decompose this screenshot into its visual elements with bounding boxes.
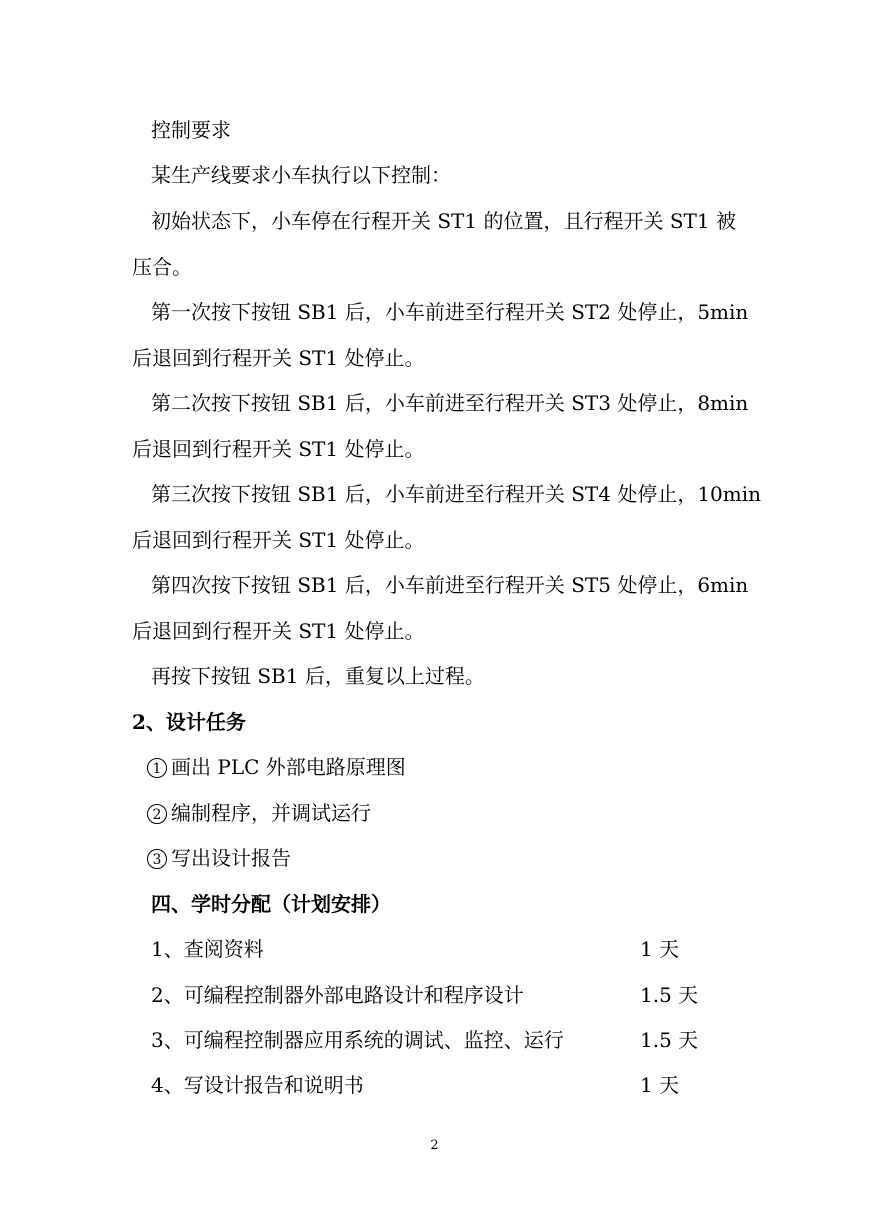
third-press-line-2: 后退回到行程开关 ST1 处停止。 xyxy=(132,528,425,552)
circled-number-marker: 2 xyxy=(147,804,167,824)
schedule-row-duration: 1 天 xyxy=(640,937,680,961)
design-task-text: 写出设计报告 xyxy=(171,846,291,870)
design-task-text: 编制程序，并调试运行 xyxy=(171,801,371,825)
schedule-heading: 四、学时分配（计划安排） xyxy=(151,892,391,916)
initial-state-line-2: 压合。 xyxy=(132,255,192,279)
first-press-line-2: 后退回到行程开关 ST1 处停止。 xyxy=(132,346,425,370)
design-task-item xyxy=(147,845,291,871)
schedule-row-label: 4、写设计报告和说明书 xyxy=(151,1073,364,1097)
schedule-row-duration: 1 天 xyxy=(640,1073,680,1097)
requirements-intro: 某生产线要求小车执行以下控制： xyxy=(151,163,451,187)
design-task-text: 画出 PLC 外部电路原理图 xyxy=(171,755,406,779)
schedule-row-label: 2、可编程控制器外部电路设计和程序设计 xyxy=(151,983,524,1007)
third-press-line-1: 第三次按下按钮 SB1 后，小车前进至行程开关 ST4 处停止，10min xyxy=(151,482,762,506)
schedule-row-duration: 1.5 天 xyxy=(640,1028,699,1052)
control-requirements-heading: 控制要求 xyxy=(151,118,231,142)
first-press-line-1: 第一次按下按钮 SB1 后，小车前进至行程开关 ST2 处停止，5min xyxy=(151,300,749,324)
initial-state-line-1: 初始状态下，小车停在行程开关 ST1 的位置，且行程开关 ST1 被 xyxy=(151,209,736,233)
design-task-item xyxy=(147,800,371,826)
second-press-line-1: 第二次按下按钮 SB1 后，小车前进至行程开关 ST3 处停止，8min xyxy=(151,391,749,415)
schedule-row-duration: 1.5 天 xyxy=(640,983,699,1007)
design-tasks-heading: 2、设计任务 xyxy=(132,710,246,734)
circled-number-marker: 3 xyxy=(147,849,167,869)
fourth-press-line-2: 后退回到行程开关 ST1 处停止。 xyxy=(132,619,425,643)
design-task-item xyxy=(147,754,406,780)
repeat-process-line: 再按下按钮 SB1 后，重复以上过程。 xyxy=(151,664,485,688)
second-press-line-2: 后退回到行程开关 ST1 处停止。 xyxy=(132,437,425,461)
schedule-row-label: 1、查阅资料 xyxy=(151,937,264,961)
fourth-press-line-1: 第四次按下按钮 SB1 后，小车前进至行程开关 ST5 处停止，6min xyxy=(151,573,749,597)
circled-number-marker: 1 xyxy=(147,758,167,778)
schedule-row-label: 3、可编程控制器应用系统的调试、监控、运行 xyxy=(151,1028,564,1052)
page-number: 2 xyxy=(430,1138,439,1153)
